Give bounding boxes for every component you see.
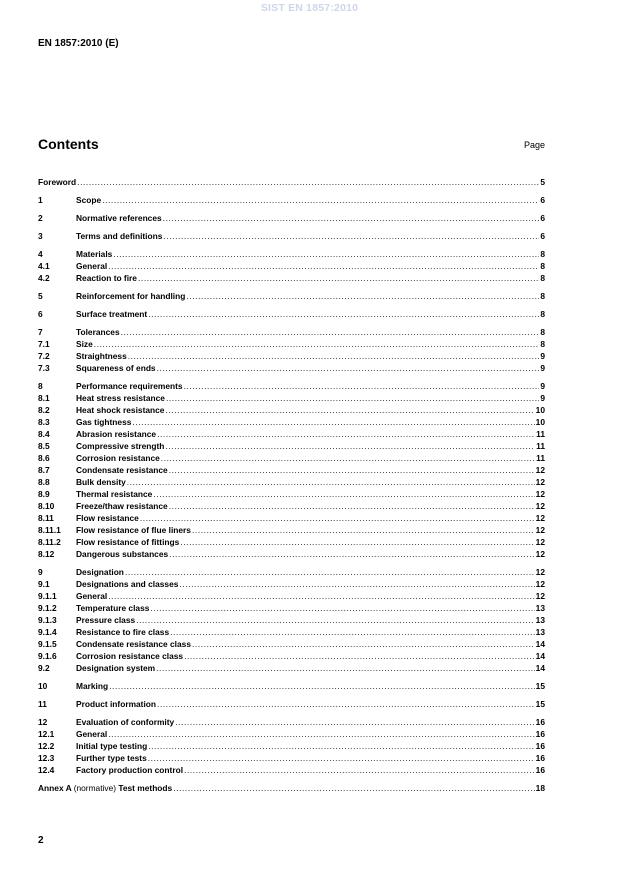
toc-entry-title: Gas tightness — [76, 417, 132, 427]
dot-leader — [184, 764, 535, 776]
toc-entry[interactable] — [38, 212, 545, 224]
dot-leader — [157, 428, 535, 440]
dot-leader — [184, 380, 540, 392]
toc-entry-number: 4.1 — [38, 261, 50, 271]
toc-entry-title: Designation — [76, 567, 124, 577]
dot-leader — [184, 650, 535, 662]
toc-entry[interactable] — [38, 416, 545, 428]
toc-entry[interactable] — [38, 428, 545, 440]
annex-page: 18 — [535, 783, 545, 793]
dot-leader — [180, 536, 534, 548]
toc-entry-number: 8.9 — [38, 489, 50, 499]
toc-entry-number: 8.8 — [38, 477, 50, 487]
dot-leader — [179, 578, 534, 590]
toc-entry-page: 13 — [535, 615, 545, 625]
toc-entry-page: 12 — [535, 501, 545, 511]
toc-entry-annex[interactable] — [38, 782, 545, 794]
toc-entry[interactable] — [38, 752, 545, 764]
toc-entry-number: 12.4 — [38, 765, 55, 775]
dot-leader — [113, 248, 539, 260]
dot-leader — [140, 512, 535, 524]
toc-entry-page: 12 — [535, 549, 545, 559]
toc-entry-number: 8 — [38, 381, 43, 391]
toc-entry-page: 14 — [535, 639, 545, 649]
toc-entry[interactable] — [38, 500, 545, 512]
dot-leader — [157, 362, 540, 374]
dot-leader — [109, 680, 535, 692]
toc-entry-title: Designation system — [76, 663, 156, 673]
dot-leader — [163, 212, 540, 224]
toc-entry-page: 11 — [536, 429, 545, 439]
toc-entry-title: Condensate resistance class — [76, 639, 191, 649]
toc-entry-page: 16 — [535, 729, 545, 739]
toc-entry-page: 8 — [540, 327, 545, 337]
dot-leader — [192, 638, 535, 650]
page-number: 2 — [38, 835, 44, 846]
toc-entry-page: 13 — [535, 627, 545, 637]
toc-entry-number: 8.11.1 — [38, 525, 61, 535]
toc-entry[interactable] — [38, 548, 545, 560]
toc-entry-number: 7 — [38, 327, 43, 337]
toc-entry[interactable] — [38, 248, 545, 260]
toc-entry-title: Marking — [76, 681, 109, 691]
toc-entry[interactable] — [38, 578, 545, 590]
toc-entry-number: 12.1 — [38, 729, 55, 739]
toc-entry-title: General — [76, 591, 108, 601]
dot-leader — [125, 566, 535, 578]
toc-entry-page: 9 — [540, 363, 545, 373]
toc-entry-page: 14 — [535, 663, 545, 673]
document-id: EN 1857:2010 (E) — [38, 38, 119, 49]
toc-entry-page: 16 — [535, 741, 545, 751]
toc-entry-page: 8 — [540, 291, 545, 301]
toc-entry-number: 4.2 — [38, 273, 50, 283]
toc-entry-number: 9.1.4 — [38, 627, 57, 637]
toc-entry-number: 7.2 — [38, 351, 50, 361]
toc-entry-page: 8 — [540, 249, 545, 259]
dot-leader — [186, 290, 539, 302]
toc-entry[interactable] — [38, 326, 545, 338]
toc-entry-number: 12.3 — [38, 753, 55, 763]
toc-entry[interactable] — [38, 476, 545, 488]
toc-entry[interactable] — [38, 392, 545, 404]
toc-entry-title: Heat stress resistance — [76, 393, 165, 403]
toc-entry-number: 8.11.2 — [38, 537, 61, 547]
dot-leader — [121, 326, 540, 338]
toc-entry-title: Evaluation of conformity — [76, 717, 175, 727]
toc-entry-number: 6 — [38, 309, 43, 319]
toc-entry-page: 13 — [535, 603, 545, 613]
toc-entry-title: Heat shock resistance — [76, 405, 165, 415]
dot-leader — [148, 740, 534, 752]
dot-leader — [170, 626, 535, 638]
toc-entry-title: Product information — [76, 699, 157, 709]
toc-entry-title: Squareness of ends — [76, 363, 156, 373]
toc-entry-number: 8.12 — [38, 549, 55, 559]
toc-entry-title: General — [76, 261, 108, 271]
toc-entry[interactable] — [38, 662, 545, 674]
dot-leader — [169, 548, 535, 560]
toc-entry-number: 5 — [38, 291, 43, 301]
toc-entry[interactable] — [38, 230, 545, 242]
dot-leader — [138, 272, 539, 284]
toc-entry[interactable] — [38, 338, 545, 350]
toc-entry-page: 16 — [535, 717, 545, 727]
toc-entry[interactable] — [38, 614, 545, 626]
annex-title-group — [38, 782, 172, 794]
toc-entry-page: 9 — [540, 393, 545, 403]
toc-entry-page: 16 — [535, 753, 545, 763]
toc-entry-number: 12 — [38, 717, 48, 727]
toc-entry-number: 7.3 — [38, 363, 50, 373]
toc-entry[interactable] — [38, 590, 545, 602]
toc-entry-number: 10 — [38, 681, 48, 691]
dot-leader — [161, 452, 535, 464]
toc-entry-title: Flow resistance of fittings — [76, 537, 180, 547]
toc-entry-number: 8.5 — [38, 441, 50, 451]
toc-entry-page: 12 — [535, 579, 545, 589]
toc-entry-title: Designations and classes — [76, 579, 179, 589]
toc-entry-page: 12 — [535, 477, 545, 487]
toc-entry-title: Materials — [76, 249, 113, 259]
dot-leader — [169, 464, 535, 476]
toc-entry-number: 8.6 — [38, 453, 50, 463]
toc-entry-page: 16 — [535, 765, 545, 775]
toc-entry-title: Size — [76, 339, 93, 349]
toc-entry-title: Thermal resistance — [76, 489, 153, 499]
dot-leader — [94, 338, 540, 350]
toc-entry-title: Initial type testing — [76, 741, 148, 751]
page-column-label: Page — [523, 140, 545, 150]
toc-entry-title: Flow resistance — [76, 513, 139, 523]
toc-entry-page: 12 — [535, 537, 545, 547]
dot-leader — [132, 416, 534, 428]
dot-leader — [136, 614, 535, 626]
dot-leader — [157, 698, 535, 710]
toc-entry-title: Terms and definitions — [76, 231, 163, 241]
toc-entry[interactable] — [38, 464, 545, 476]
toc-entry-title: Further type tests — [76, 753, 147, 763]
toc-entry-page: 11 — [536, 441, 545, 451]
toc-entry-number: 8.11 — [38, 513, 54, 523]
toc-entry-page: 14 — [535, 651, 545, 661]
toc-entry-title: Reinforcement for handling — [76, 291, 186, 301]
toc-entry-title: Corrosion resistance — [76, 453, 160, 463]
toc-entry-title: Abrasion resistance — [76, 429, 157, 439]
toc-entry-title: Flow resistance of flue liners — [76, 525, 191, 535]
toc-entry-number: 11 — [38, 699, 47, 709]
toc-entry[interactable] — [38, 740, 545, 752]
dot-leader — [102, 194, 539, 206]
toc-entry-title: Corrosion resistance class — [76, 651, 184, 661]
toc-entry-title: Condensate resistance — [76, 465, 168, 475]
dot-leader — [153, 488, 534, 500]
dot-leader — [127, 476, 535, 488]
dot-leader — [165, 404, 534, 416]
dot-leader — [166, 392, 539, 404]
toc-entry[interactable] — [38, 260, 545, 272]
toc-entry[interactable] — [38, 176, 545, 188]
dot-leader — [150, 602, 534, 614]
toc-entry-page: 8 — [540, 273, 545, 283]
toc-entry-number: 12.2 — [38, 741, 55, 751]
toc-entry[interactable] — [38, 488, 545, 500]
toc-entry-title: Performance requirements — [76, 381, 183, 391]
toc-entry-title: General — [76, 729, 108, 739]
toc-entry-title: Straightness — [76, 351, 127, 361]
toc-entry-number: 8.3 — [38, 417, 50, 427]
toc-entry-page: 10 — [535, 417, 545, 427]
annex-qualifier: (normative) — [73, 783, 117, 793]
toc-entry-title: Pressure class — [76, 615, 136, 625]
toc-entry[interactable] — [38, 290, 545, 302]
dot-leader — [156, 662, 535, 674]
toc-entry-number: 2 — [38, 213, 43, 223]
toc-entry[interactable] — [38, 404, 545, 416]
toc-entry-number: 4 — [38, 249, 43, 259]
toc-entry-page: 8 — [540, 309, 545, 319]
toc-entry-page: 9 — [540, 381, 545, 391]
toc-entry-number: 9.1.1 — [38, 591, 57, 601]
toc-entry-page: 11 — [536, 453, 545, 463]
dot-leader — [148, 308, 539, 320]
toc-entry-page: 12 — [535, 591, 545, 601]
toc-entry-page: 9 — [540, 351, 545, 361]
toc-entry-title: Freeze/thaw resistance — [76, 501, 168, 511]
toc-entry-page: 5 — [540, 177, 545, 187]
toc-entry-number: 7.1 — [38, 339, 50, 349]
dot-leader — [173, 782, 534, 794]
watermark: SIST EN 1857:2010 — [260, 2, 359, 14]
toc-entry-number: 9.1.3 — [38, 615, 57, 625]
toc-entry[interactable] — [38, 698, 545, 710]
toc-entry-page: 8 — [540, 339, 545, 349]
toc-entry[interactable] — [38, 452, 545, 464]
toc-entry-number: 8.7 — [38, 465, 50, 475]
toc-entry-number: 8.2 — [38, 405, 50, 415]
toc-entry[interactable] — [38, 362, 545, 374]
toc-entry-page: 6 — [540, 231, 545, 241]
toc-entry-number: 8.4 — [38, 429, 50, 439]
toc-entry-number: 9.2 — [38, 663, 50, 673]
toc-entry[interactable] — [38, 440, 545, 452]
toc-entry-title: Compressive strength — [76, 441, 165, 451]
toc-entry-number: 9.1 — [38, 579, 50, 589]
toc-entry-number: 8.1 — [38, 393, 50, 403]
toc-entry-title: Reaction to fire — [76, 273, 137, 283]
toc-entry-page: 15 — [535, 681, 545, 691]
toc-entry-page: 12 — [535, 513, 545, 523]
toc-entry-title: Tolerances — [76, 327, 120, 337]
toc-entry-title: Temperature class — [76, 603, 150, 613]
contents-heading: Contents — [38, 136, 99, 152]
dot-leader — [108, 728, 534, 740]
toc-entry[interactable] — [38, 524, 545, 536]
toc-entry-number: 9.1.5 — [38, 639, 57, 649]
toc-entry-title: Bulk density — [76, 477, 126, 487]
toc-entry-page: 6 — [540, 213, 545, 223]
toc-entry-title: Scope — [76, 195, 102, 205]
dot-leader — [77, 176, 539, 188]
toc-entry-number: 1 — [38, 195, 43, 205]
toc-entry[interactable] — [38, 308, 545, 320]
dot-leader — [128, 350, 540, 362]
toc-entry-page: 12 — [535, 525, 545, 535]
dot-leader — [169, 500, 535, 512]
toc-entry-page: 12 — [535, 567, 545, 577]
dot-leader — [148, 752, 535, 764]
toc-entry[interactable] — [38, 536, 545, 548]
toc-entry-page: 15 — [535, 699, 545, 709]
toc-entry-number: 9.1.2 — [38, 603, 57, 613]
toc-entry[interactable] — [38, 638, 545, 650]
dot-leader — [165, 440, 535, 452]
toc-entry[interactable] — [38, 272, 545, 284]
toc-entry[interactable] — [38, 566, 545, 578]
toc-entry-title: Foreword — [38, 177, 77, 187]
toc-entry[interactable] — [38, 350, 545, 362]
toc-entry[interactable] — [38, 626, 545, 638]
toc-entry-page: 10 — [535, 405, 545, 415]
toc-entry[interactable] — [38, 728, 545, 740]
toc-entry[interactable] — [38, 194, 545, 206]
toc-entry-title: Factory production control — [76, 765, 184, 775]
toc-entry-page: 12 — [535, 489, 545, 499]
toc-entry-page: 6 — [540, 195, 545, 205]
toc-entry[interactable] — [38, 764, 545, 776]
dot-leader — [175, 716, 534, 728]
toc-entry[interactable] — [38, 512, 545, 524]
toc-entry[interactable] — [38, 716, 545, 728]
toc-entry-number: 9 — [38, 567, 43, 577]
toc-entry-number: 9.1.6 — [38, 651, 57, 661]
toc-entry[interactable] — [38, 680, 545, 692]
toc-entry-title: Surface treatment — [76, 309, 148, 319]
toc-entry-page: 8 — [540, 261, 545, 271]
toc-entry-page: 12 — [535, 465, 545, 475]
toc-entry[interactable] — [38, 650, 545, 662]
annex-title: Test methods — [118, 783, 173, 793]
toc-entry-title: Dangerous substances — [76, 549, 169, 559]
dot-leader — [108, 260, 539, 272]
toc-entry-number: 8.10 — [38, 501, 55, 511]
annex-label: Annex A — [38, 783, 72, 793]
table-of-contents — [38, 176, 545, 794]
toc-entry-title: Resistance to fire class — [76, 627, 170, 637]
toc-entry[interactable] — [38, 602, 545, 614]
dot-leader — [163, 230, 539, 242]
toc-entry-title: Normative references — [76, 213, 162, 223]
dot-leader — [108, 590, 534, 602]
toc-entry-number: 3 — [38, 231, 43, 241]
toc-entry[interactable] — [38, 380, 545, 392]
dot-leader — [192, 524, 535, 536]
